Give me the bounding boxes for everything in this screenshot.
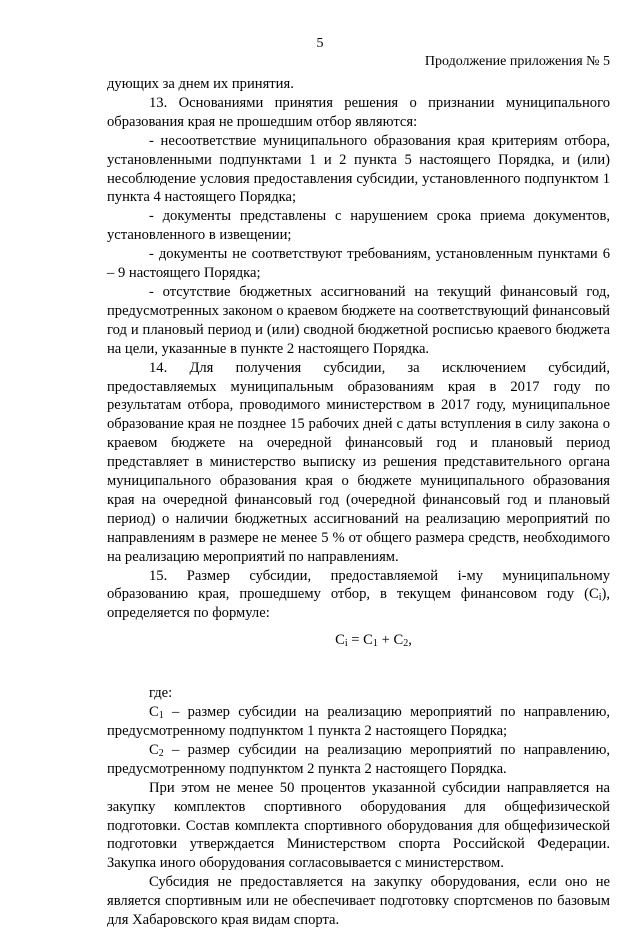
formula-plus: + C: [377, 632, 404, 649]
appendix-note: Продолжение приложения № 5: [424, 54, 610, 69]
p15-subscript: i: [598, 592, 602, 604]
where-label: где:: [149, 685, 173, 702]
c2-symbol: C: [149, 741, 159, 758]
document-body: [107, 75, 610, 930]
c1-subscript: 1: [158, 710, 164, 722]
list-item: - несоответствие муниципального образования края критериям отбора, установленными подпунктами 1 и 2 пункта 5 настоящего Порядка, и (или) несоблюдение условия предоставления субсидии, установленного подпунктом 1 пункта 4 настоящего Порядка;: [107, 132, 610, 206]
paragraph-equipment: При этом не менее 50 процентов указанной субсидии направляется на закупку комплектов спортивного оборудования для общефизической подготовки. Состав комплекта спортивного оборудования для общефизической подготовки утверждается Министерством спорта Российской Федерации. Закупка иного оборудования согласовывается с министерством.: [107, 779, 610, 872]
c1-symbol: C: [149, 704, 159, 721]
p15-text: 15. Размер субсидии, предоставляемой i-му муниципальному образованию края, прошедшему отбор, в текущем финансовом году (C: [107, 567, 610, 603]
definition-c2: [107, 741, 610, 779]
page-number: 5: [316, 36, 324, 51]
formula-t1-sub: 1: [372, 638, 378, 650]
list-item: - документы представлены с нарушением срока приема документов, установленного в извещении;: [107, 208, 610, 244]
c1-text: – размер субсидии на реализацию мероприятий по направлению, предусмотренному подпунктом 1 пункта 2 настоящего Порядка;: [107, 704, 610, 739]
definition-c1: [107, 703, 610, 741]
paragraph-14: 14. Для получения субсидии, за исключением субсидий, предоставляемых муниципальным образованиям края в 2017 году по результатам отбора, проводимого министерством в 2017 году, муниципальное образование края не позднее 15 рабочих дней с даты вступления в силу закона о краевом бюджете на очередной финансовый год и плановый период представляет в министерство выписку из решения представительного органа муниципального образования края о бюджете муниципального образования края на очередной финансовый год (очередной финансовый год и плановый период) о наличии бюджетных ассигнований на реализацию мероприятий по направлениям в размере не менее 5 % от общего размера средств, необходимого на реализацию мероприятий по направлениям.: [107, 359, 610, 565]
p15-end: ), определяется по формуле:: [107, 586, 610, 622]
c2-subscript: 2: [158, 747, 164, 759]
paragraph-13: 13. Основаниями принятия решения о признании муниципального образования края не прошедшим отбор являются:: [107, 94, 610, 130]
list-item: - отсутствие бюджетных ассигнований на текущий финансовый год, предусмотренных законом о краевом бюджете на соответствующий финансовый год и плановый период и (или) сводной бюджетной росписью краевого бюджета на цели, указанные в пункте 2 настоящего Порядка.: [107, 283, 610, 357]
formula-lhs: C: [335, 632, 345, 649]
paragraph-continuation: дующих за днем их принятия.: [107, 76, 294, 92]
formula-t2-sub: 2: [403, 638, 409, 650]
formula-lhs-sub: i: [344, 638, 348, 650]
paragraph-15: [107, 567, 610, 624]
list-item: - документы не соответствуют требованиям, установленным пунктами 6 – 9 настоящего Порядка;: [107, 246, 610, 282]
c2-text: – размер субсидии на реализацию мероприятий по направлению, предусмотренному подпунктом 2 пункта 2 настоящего Порядка.: [107, 741, 610, 777]
paragraph-restriction: Субсидия не предоставляется на закупку оборудования, если оно не является спортивным или не обеспечивает подготовку спортсменов по базовым для Хабаровского края видам спорта.: [107, 874, 610, 929]
formula-eq: = C: [347, 632, 373, 649]
formula: [107, 631, 610, 650]
formula-tail: ,: [408, 632, 412, 649]
